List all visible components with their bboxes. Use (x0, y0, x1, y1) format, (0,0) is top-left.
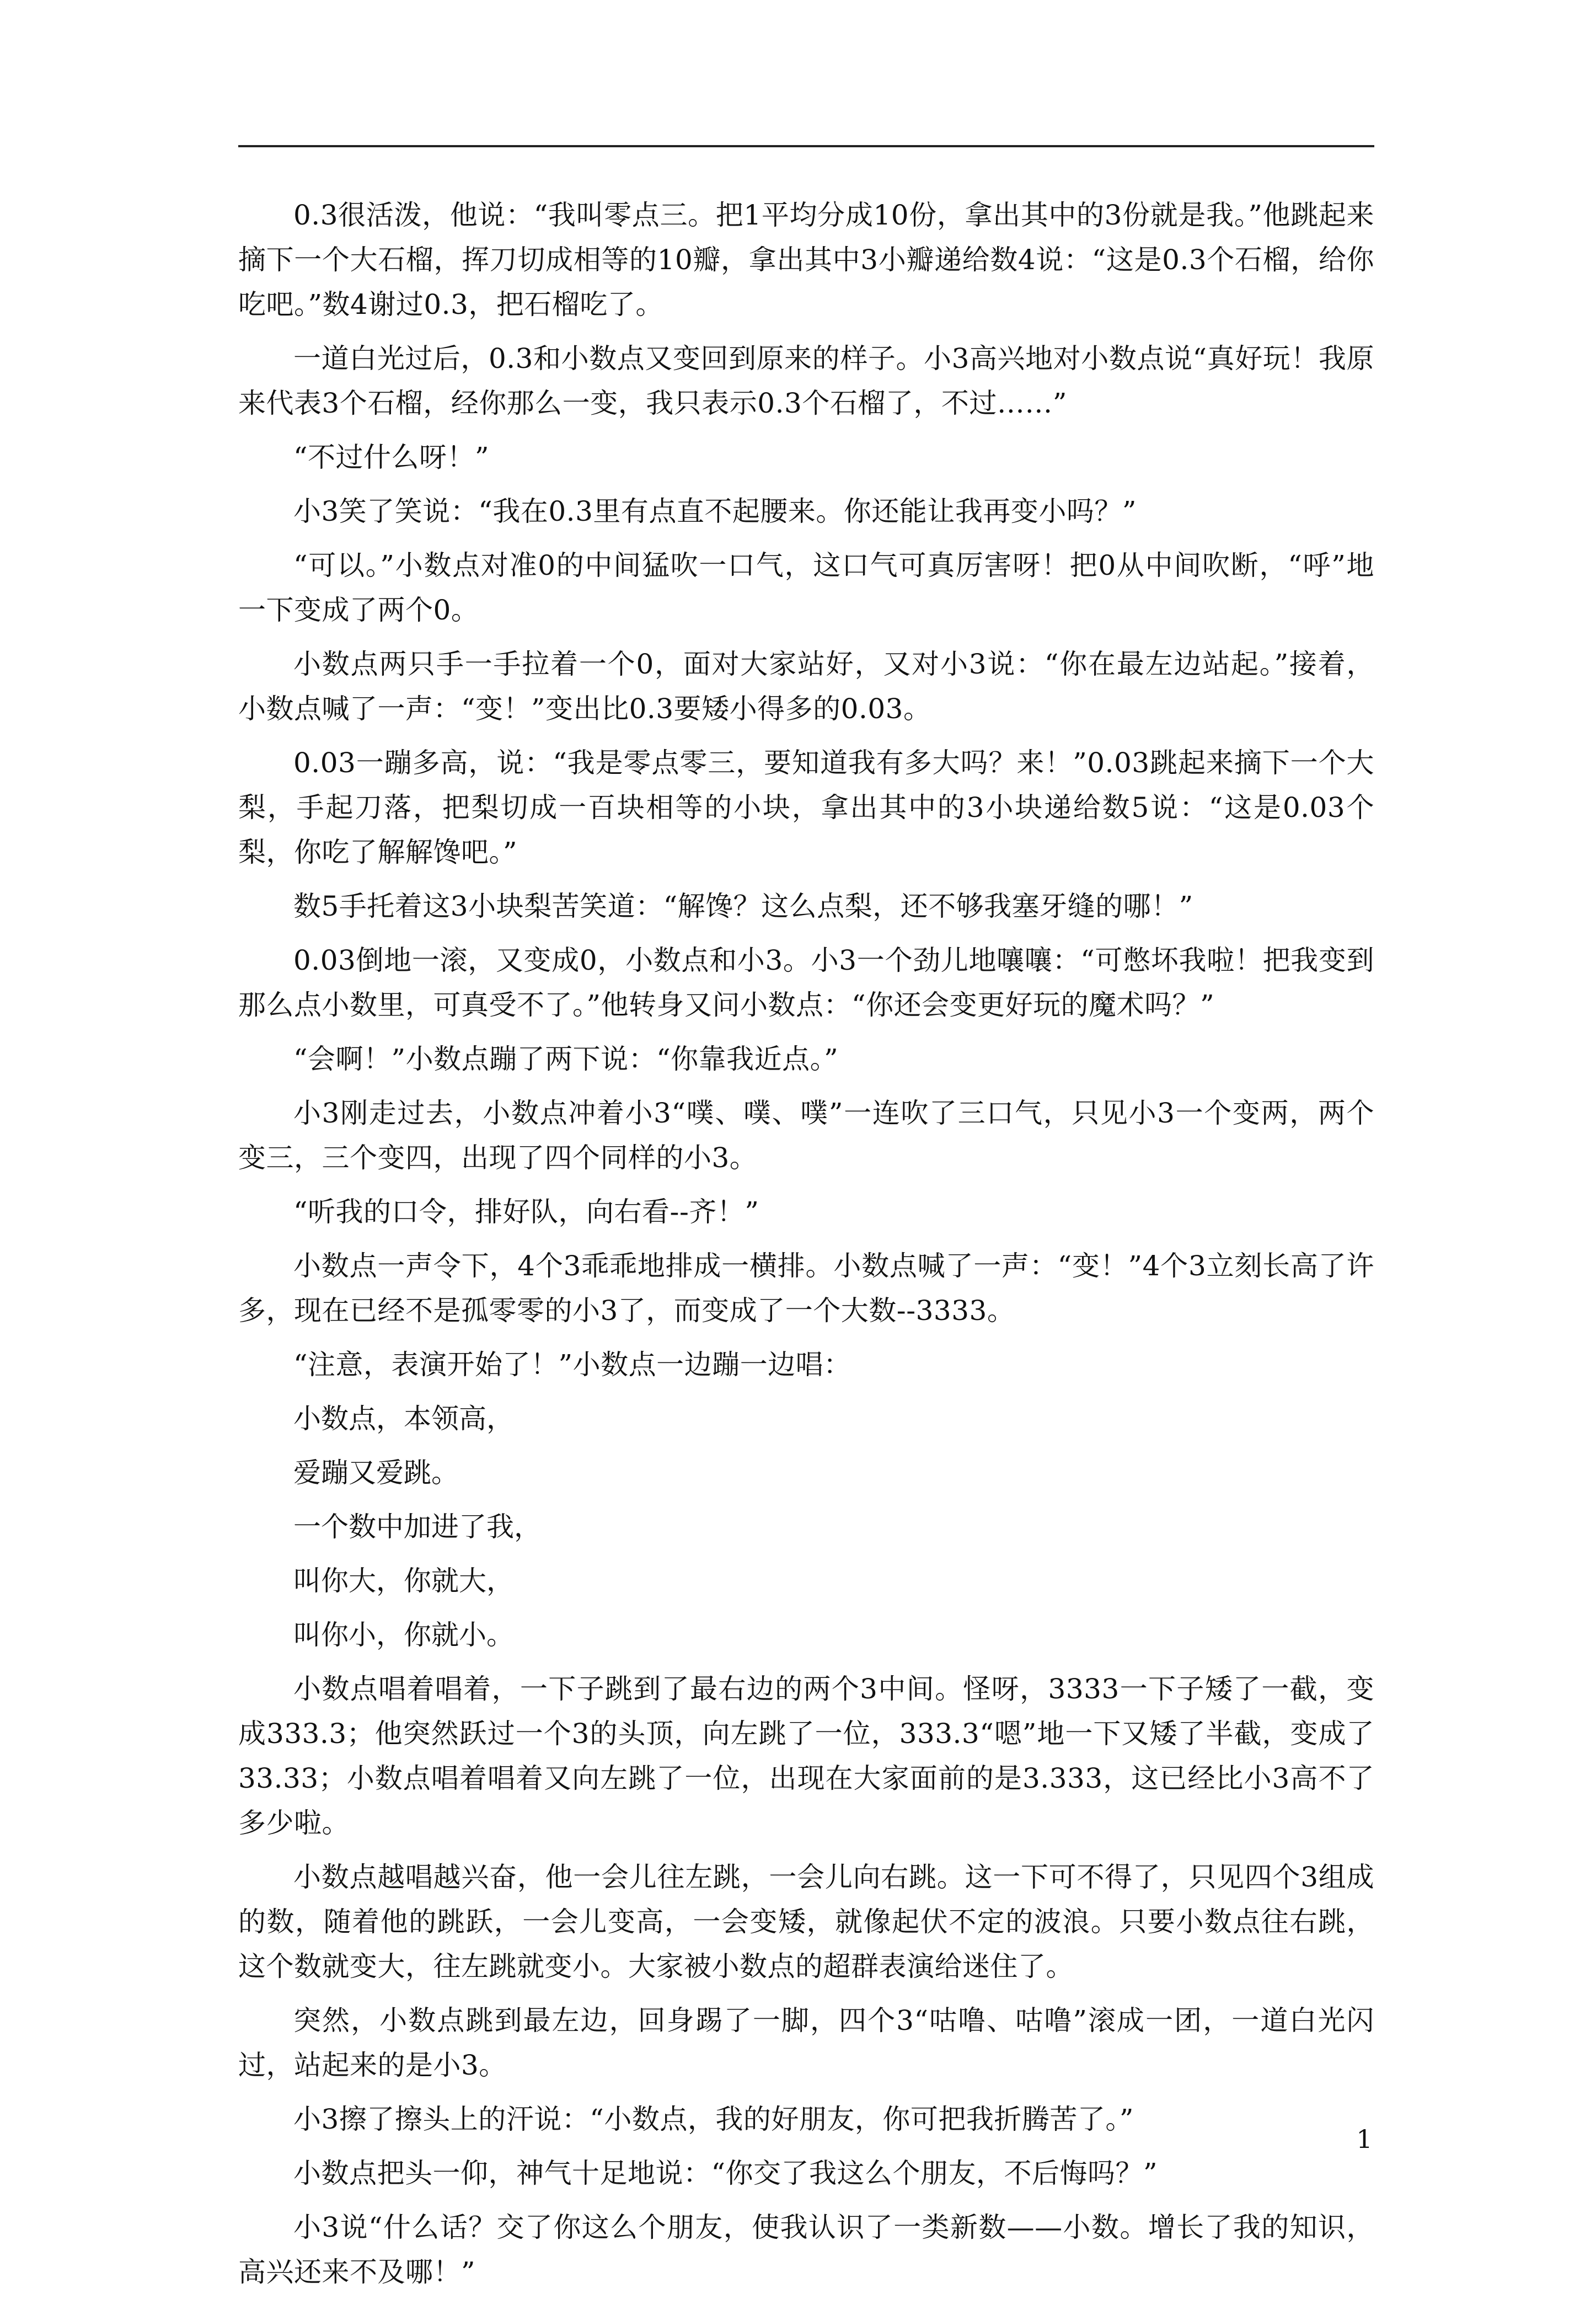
paragraph: 数5手托着这3小块梨苦笑道：“解馋？这么点梨，还不够我塞牙缝的哪！” (293, 890, 1193, 922)
paragraph: 小3刚走过去，小数点冲着小3“噗、噗、噗”一连吹了三口气，只见小3一个变两，两个变三，三个变四，出现了四个同样的小3。 (238, 1097, 1374, 1174)
page-number: 1 (1356, 2124, 1373, 2154)
paragraph: “听我的口令，排好队，向右看--齐！” (293, 1196, 759, 1228)
document-body (238, 193, 1374, 2304)
paragraph: 小数点两只手一手拉着一个0，面对大家站好，又对小3说：“你在最左边站起。”接着，小数点喊了一声：“变！”变出比0.3要矮小得多的0.03。 (238, 648, 1374, 725)
paragraph: 小数点唱着唱着，一下子跳到了最右边的两个3中间。怪呀，3333一下子矮了一截，变成333.3；他突然跃过一个3的头顶，向左跳了一位，333.3“嗯”地一下又矮了半截，变成了33.33；小数点唱着唱着又向左跳了一位，出现在大家面前的是3.333，这已经比小3高不了多少啦。 (238, 1673, 1374, 1839)
paragraph: 0.03一蹦多高，说：“我是零点零三，要知道我有多大吗？来！”0.03跳起来摘下一个大梨，手起刀落，把梨切成一百块相等的小块，拿出其中的3小块递给数5说：“这是0.03个梨，你吃了解解馋吧。” (238, 747, 1374, 868)
paragraph: 突然，小数点跳到最左边，回身踢了一脚，四个3“咕噜、咕噜”滚成一团，一道白光闪过，站起来的是小3。 (238, 2004, 1374, 2081)
verse-line: 小数点，本领高， (293, 1403, 514, 1435)
paragraph: 小3说“什么话？交了你这么个朋友，使我认识了一类新数——小数。增长了我的知识，高兴还来不及哪！” (238, 2211, 1374, 2288)
paragraph: “会啊！”小数点蹦了两下说：“你靠我近点。” (293, 1043, 839, 1075)
verse-line: 一个数中加进了我， (293, 1511, 542, 1543)
verse-line: 叫你大，你就大， (293, 1565, 514, 1597)
paragraph: 小数点越唱越兴奋，他一会儿往左跳，一会儿向右跳。这一下可不得了，只见四个3组成的数，随着他的跳跃，一会儿变高，一会变矮，就像起伏不定的波浪。只要小数点往右跳，这个数就变大，往左跳就变小。大家被小数点的超群表演给迷住了。 (238, 1861, 1374, 1982)
paragraph: 小数点一声令下，4个3乖乖地排成一横排。小数点喊了一声：“变！”4个3立刻长高了许多，现在已经不是孤零零的小3了，而变成了一个大数--3333。 (238, 1250, 1374, 1327)
paragraph: “注意，表演开始了！”小数点一边蹦一边唱： (293, 1349, 851, 1381)
paragraph: 0.03倒地一滚，又变成0，小数点和小3。小3一个劲儿地嚷嚷：“可憋坏我啦！把我变到那么点小数里，可真受不了。”他转身又问小数点：“你还会变更好玩的魔术吗？” (238, 944, 1374, 1021)
verse-line: 叫你小，你就小。 (293, 1619, 514, 1651)
paragraph: “不过什么呀！” (293, 441, 490, 473)
verse-line: 爱蹦又爱跳。 (293, 1457, 459, 1489)
paragraph: “可以。”小数点对准0的中间猛吹一口气，这口气可真厉害呀！把0从中间吹断，“呼”地一下变成了两个0。 (238, 549, 1374, 626)
paragraph: 小3笑了笑说：“我在0.3里有点直不起腰来。你还能让我再变小吗？” (293, 495, 1137, 527)
paragraph: 一道白光过后，0.3和小数点又变回到原来的样子。小3高兴地对小数点说“真好玩！我原来代表3个石榴，经你那么一变，我只表示0.3个石榴了，不过……” (238, 343, 1374, 419)
paragraph: 0.3很活泼，他说：“我叫零点三。把1平均分成10份，拿出其中的3份就是我。”他跳起来摘下一个大石榴，挥刀切成相等的10瓣，拿出其中3小瓣递给数4说：“这是0.3个石榴，给你吃吧。”数4谢过0.3，把石榴吃了。 (238, 199, 1374, 320)
header-rule (238, 145, 1374, 147)
paragraph: 小3擦了擦头上的汗说：“小数点，我的好朋友，你可把我折腾苦了。” (293, 2103, 1134, 2135)
paragraph: 小数点把头一仰，神气十足地说：“你交了我这么个朋友，不后悔吗？” (293, 2157, 1158, 2189)
